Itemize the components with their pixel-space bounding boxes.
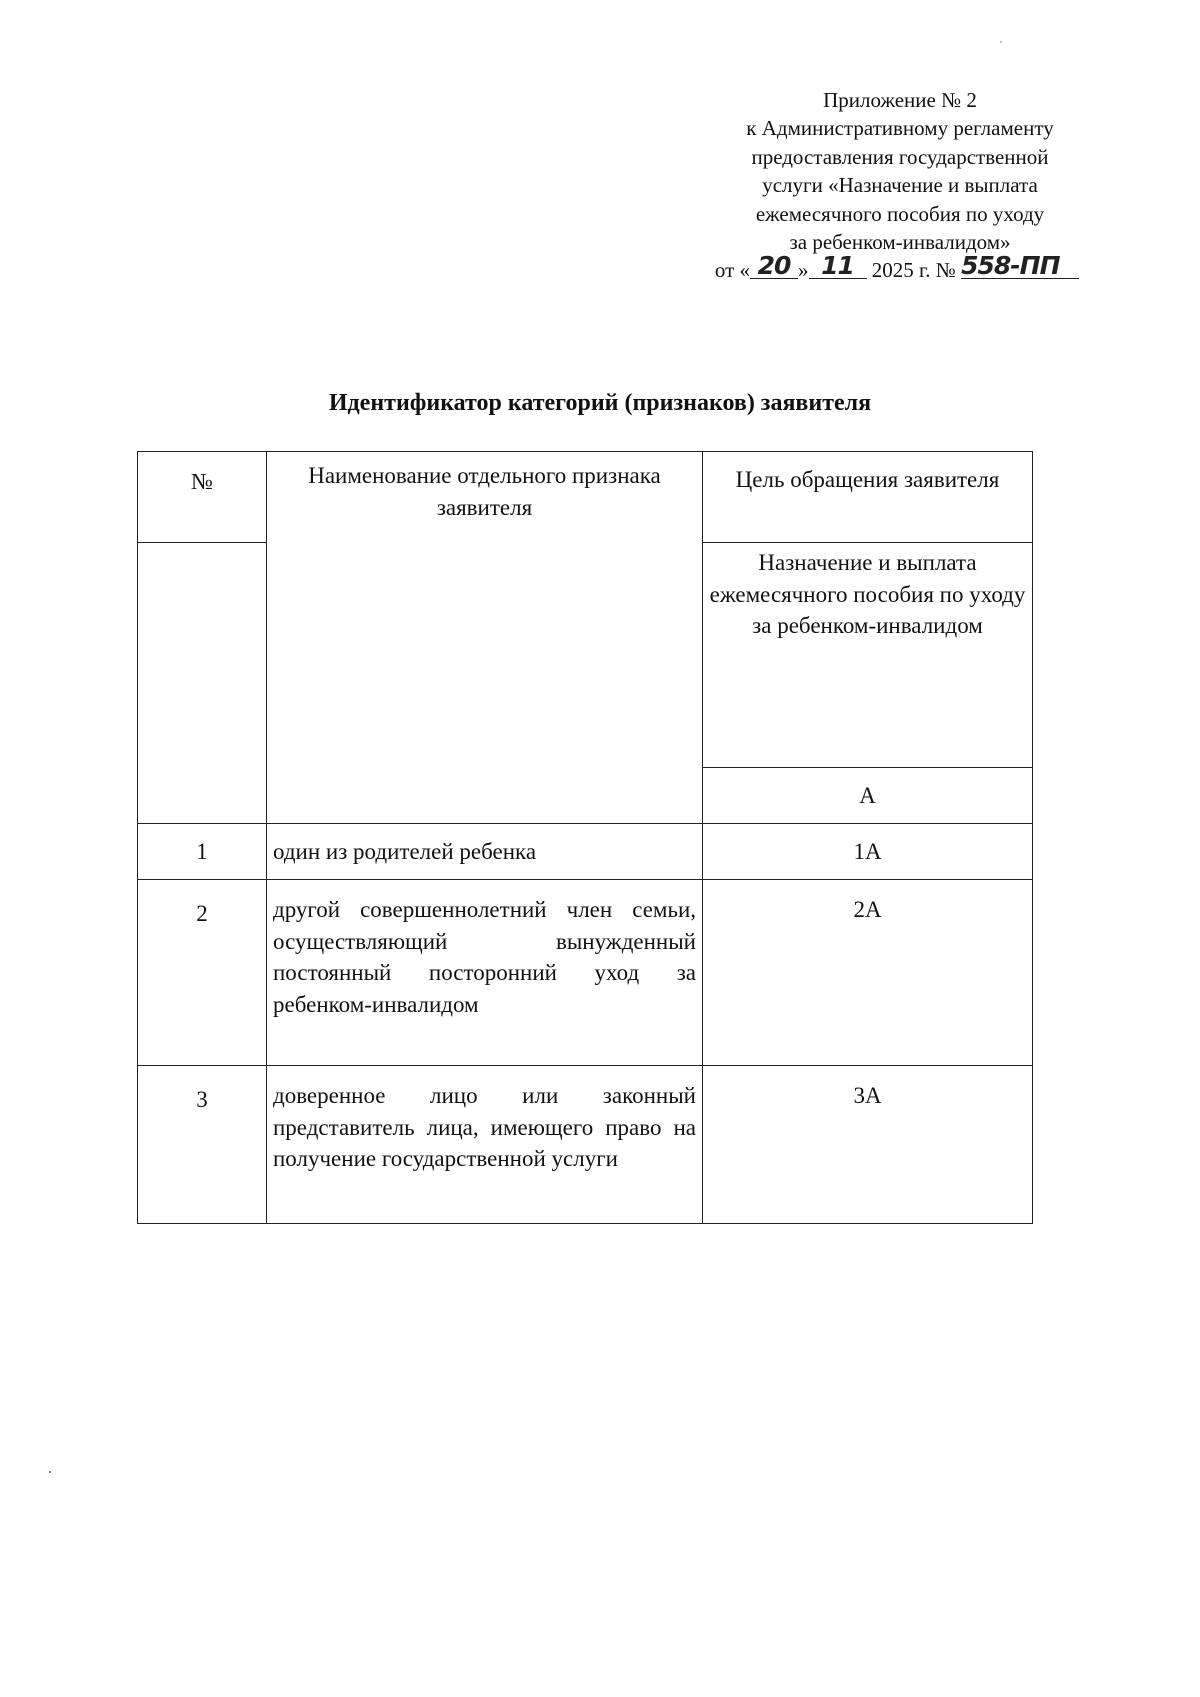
year-text: 2025 г. [871,258,931,283]
identifier-table [137,451,1033,1224]
row-code: 3А [703,1066,1033,1224]
table-row [138,824,1033,880]
table-header-row [138,452,1033,543]
number-label: № [935,258,956,283]
handwritten-day: 20 [750,254,798,279]
row-number: 3 [138,1066,267,1224]
scan-speck [49,1471,51,1473]
row-description: один из родителей ребенка [267,824,703,880]
header-number: № [138,452,267,543]
day-suffix: » [798,258,809,283]
header-purpose: Назначение и выплата ежемесячного пособия по уходу за ребенком-инвалидом [703,543,1033,768]
handwritten-month: 11 [809,254,867,279]
table-row [138,880,1033,1066]
row-code: 1А [703,824,1033,880]
date-prefix: от « [714,258,751,283]
header-goal: Цель обращения заявителя [703,452,1033,543]
purpose-code: А [703,768,1033,824]
date-line [697,251,1097,284]
identifier-table-wrap [137,451,1033,1224]
header-empty-cell [138,543,267,824]
row-code: 2А [703,880,1033,1066]
appendix-block [700,86,1100,285]
table-row [138,1066,1033,1224]
row-number: 2 [138,880,267,1066]
document-title: Идентификатор категорий (признаков) заявителя [328,390,872,416]
appendix-line: ежемесячного пособия по уходу [755,201,1045,226]
appendix-line: за ребенком-инвалидом» [789,230,1011,255]
header-attribute-name: Наименование отдельного признака заявителя [267,452,703,824]
appendix-line: к Административному регламенту [746,116,1054,141]
appendix-line: предоставления государственной [751,144,1049,169]
handwritten-number: 558-ПП [961,254,1079,279]
row-number: 1 [138,824,267,880]
appendix-line: Приложение № 2 [823,88,977,112]
row-description: другой совершеннолетний член семьи, осуществляющий вынужденный постоянный посторонний уход за ребенком-инвалидом [267,880,703,1066]
row-description: доверенное лицо или законный представитель лица, имеющего право на получение государственной услуги [267,1066,703,1224]
scan-speck [1000,41,1002,43]
appendix-line: услуги «Назначение и выплата [762,173,1038,198]
